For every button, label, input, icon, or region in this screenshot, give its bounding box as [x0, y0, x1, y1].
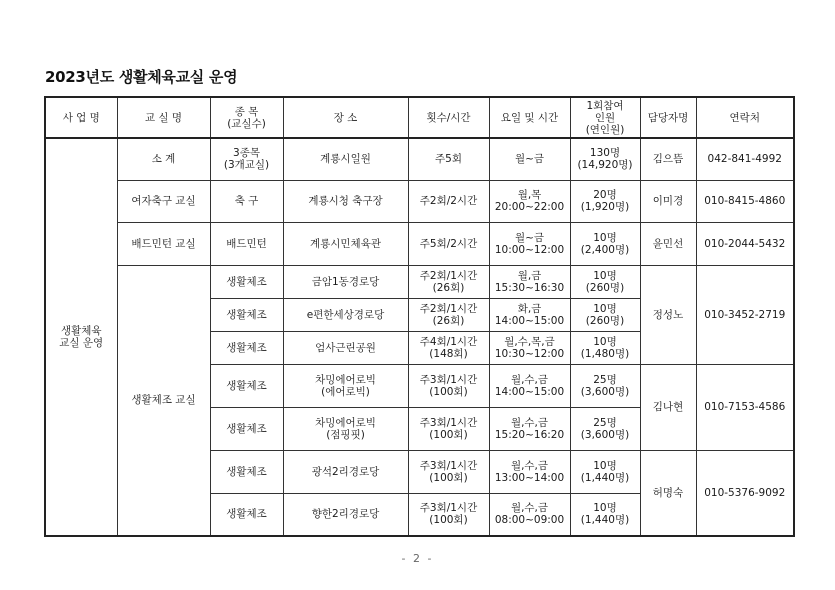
- header-participants: 1회참여 인원 (연인원): [570, 97, 640, 138]
- participants-cell: 10명 (1,440명): [570, 493, 640, 536]
- class-cell: 여자축구 교실: [117, 180, 210, 222]
- manager-cell: 허명숙: [640, 450, 696, 536]
- table-row: [45, 138, 794, 180]
- event-cell: 생활체조: [210, 364, 283, 407]
- page-number: - 2 -: [401, 552, 434, 565]
- place-cell: e편한세상경로당: [283, 298, 408, 331]
- day-cell: 월,목 20:00~22:00: [489, 180, 570, 222]
- place-cell: 차밍에어로빅 (점핑핏): [283, 407, 408, 450]
- manager-cell: 김으뜸: [640, 138, 696, 180]
- table-row: [45, 180, 794, 222]
- participants-cell: 25명 (3,600명): [570, 407, 640, 450]
- day-cell: 화,금 14:00~15:00: [489, 298, 570, 331]
- count-cell: 주2회/1시간 (26회): [408, 298, 489, 331]
- participants-cell: 25명 (3,600명): [570, 364, 640, 407]
- manager-cell: 이미경: [640, 180, 696, 222]
- header-count: 횟수/시간: [408, 97, 489, 138]
- class-cell: 생활체조 교실: [117, 265, 210, 536]
- place-cell: 계룡시민체육관: [283, 222, 408, 265]
- place-cell: 차밍에어로빅 (에어로빅): [283, 364, 408, 407]
- header-business: 사 업 명: [45, 97, 117, 138]
- class-cell: 소 계: [117, 138, 210, 180]
- participants-cell: 10명 (2,400명): [570, 222, 640, 265]
- participants-cell: 10명 (260명): [570, 265, 640, 298]
- count-cell: 주3회/1시간 (100회): [408, 450, 489, 493]
- participants-cell: 20명 (1,920명): [570, 180, 640, 222]
- day-cell: 월,수,금 14:00~15:00: [489, 364, 570, 407]
- event-cell: 축 구: [210, 180, 283, 222]
- manager-cell: 김나현: [640, 364, 696, 450]
- count-cell: 주3회/1시간 (100회): [408, 364, 489, 407]
- place-cell: 향한2리경로당: [283, 493, 408, 536]
- day-cell: 월,수,목,금 10:30~12:00: [489, 331, 570, 364]
- day-cell: 월~금: [489, 138, 570, 180]
- business-name-cell: 생활체육 교실 운영: [45, 138, 117, 536]
- event-cell: 생활체조: [210, 298, 283, 331]
- header-day: 요일 및 시간: [489, 97, 570, 138]
- participants-cell: 130명 (14,920명): [570, 138, 640, 180]
- contact-cell: 042-841-4992: [696, 138, 794, 180]
- event-cell: 3종목 (3개교실): [210, 138, 283, 180]
- manager-cell: 정성노: [640, 265, 696, 364]
- place-cell: 광석2리경로당: [283, 450, 408, 493]
- event-cell: 생활체조: [210, 331, 283, 364]
- contact-cell: 010-5376-9092: [696, 450, 794, 536]
- participants-cell: 10명 (260명): [570, 298, 640, 331]
- day-cell: 월,수,금 15:20~16:20: [489, 407, 570, 450]
- header-manager: 담당자명: [640, 97, 696, 138]
- page-title: 2023년도 생활체육교실 운영: [45, 68, 238, 86]
- table-row: [45, 265, 794, 298]
- header-row: [45, 97, 794, 138]
- count-cell: 주2회/1시간 (26회): [408, 265, 489, 298]
- table-row: [45, 222, 794, 265]
- class-cell: 배드민턴 교실: [117, 222, 210, 265]
- count-cell: 주5회: [408, 138, 489, 180]
- day-cell: 월~금 10:00~12:00: [489, 222, 570, 265]
- place-cell: 엄사근린공원: [283, 331, 408, 364]
- day-cell: 월,금 15:30~16:30: [489, 265, 570, 298]
- place-cell: 금암1동경로당: [283, 265, 408, 298]
- day-cell: 월,수,금 08:00~09:00: [489, 493, 570, 536]
- count-cell: 주5회/2시간: [408, 222, 489, 265]
- place-cell: 계룡시일원: [283, 138, 408, 180]
- contact-cell: 010-2044-5432: [696, 222, 794, 265]
- event-cell: 생활체조: [210, 265, 283, 298]
- event-cell: 생활체조: [210, 407, 283, 450]
- header-event: 종 목 (교실수): [210, 97, 283, 138]
- participants-cell: 10명 (1,440명): [570, 450, 640, 493]
- participants-cell: 10명 (1,480명): [570, 331, 640, 364]
- header-contact: 연락처: [696, 97, 794, 138]
- event-cell: 배드민턴: [210, 222, 283, 265]
- day-cell: 월,수,금 13:00~14:00: [489, 450, 570, 493]
- place-cell: 계룡시청 축구장: [283, 180, 408, 222]
- count-cell: 주3회/1시간 (100회): [408, 493, 489, 536]
- schedule-table: [44, 96, 795, 537]
- count-cell: 주3회/1시간 (100회): [408, 407, 489, 450]
- header-place: 장 소: [283, 97, 408, 138]
- event-cell: 생활체조: [210, 493, 283, 536]
- contact-cell: 010-8415-4860: [696, 180, 794, 222]
- header-class: 교 실 명: [117, 97, 210, 138]
- event-cell: 생활체조: [210, 450, 283, 493]
- count-cell: 주2회/2시간: [408, 180, 489, 222]
- contact-cell: 010-7153-4586: [696, 364, 794, 450]
- contact-cell: 010-3452-2719: [696, 265, 794, 364]
- manager-cell: 윤민선: [640, 222, 696, 265]
- count-cell: 주4회/1시간 (148회): [408, 331, 489, 364]
